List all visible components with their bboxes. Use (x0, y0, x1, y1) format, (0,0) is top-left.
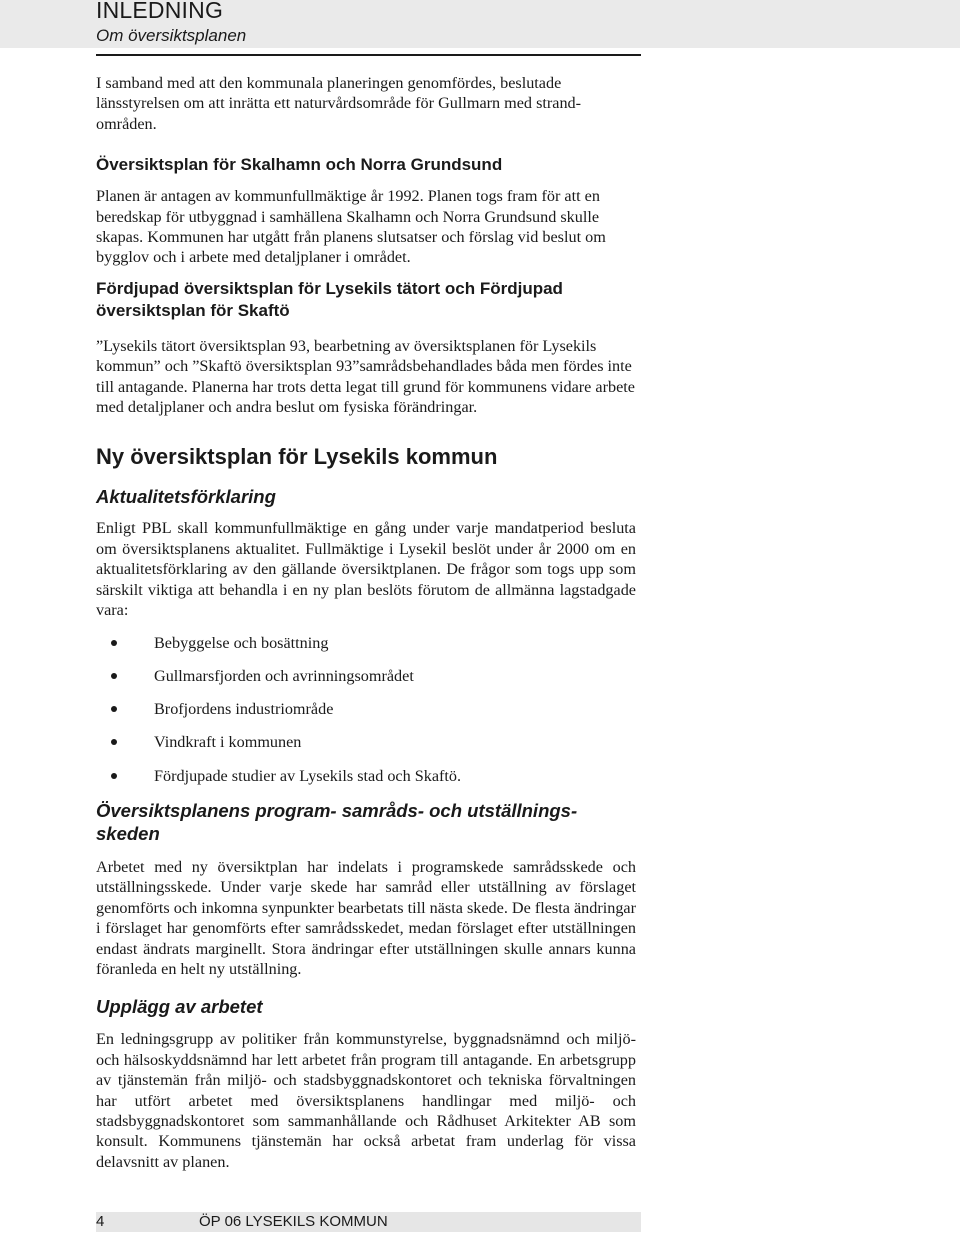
paragraph-upplagg: En ledningsgrupp av politiker från kommunstyrelse, byggnadsnämnd och miljö- och hälsoskyddsnämnd har lett arbetet från program till antagande. En arbetsgrupp av tjänstemän från miljö- och stadsbyggnadskontoret och tekniska förvaltningen har utfört arbetet med översiktsplanens handlingar med miljö- och stadsbyggnadskontoret som sammanhållande och Rådhuset Arkitekter AB som konsult. Kommunens tjänstemän har också arbetat fram underlag för vissa delavsnitt av planen. (96, 1030, 636, 1171)
header-divider (96, 54, 641, 56)
heading-skalhamn: Översiktsplan för Skalhamn och Norra Grundsund (96, 155, 503, 175)
list-item: Fördjupade studier av Lysekils stad och Skaftö. (96, 766, 636, 799)
list-item: Bebyggelse och bosättning (96, 633, 636, 666)
chapter-subtitle: Om översiktsplanen (96, 26, 247, 45)
paragraph-aktualitet: Enligt PBL skall kommunfullmäktige en gång under varje mandatperiod besluta om översiktsplanens aktualitet. Fullmäktige i Lysekil beslöt under år 2000 om en aktualitetsförklaring av den gällande översiktplanen. De frågor som togs upp som särskilt viktiga att behandla i en ny plan beslöts förutom de allmänna lagstadgade vara: (96, 519, 636, 620)
page-number: 4 (96, 1213, 105, 1230)
bullet-icon (111, 773, 117, 779)
bullet-icon (111, 739, 117, 745)
bullet-icon (111, 673, 117, 679)
paragraph-skalhamn: Planen är antagen av kommunfullmäktige år 1992. Planen togs fram för att en beredskap för utbyggnad i samhällena Skalhamn och Norra Grundsund skulle skapas. Kommunen har utgått från planens slutsatser och förslag vid beslut om bygglov och i arbete med detaljplaner i området. (96, 187, 606, 267)
paragraph-skeden: Arbetet med ny översiktplan har indelats i programskede samrådsskede och utställningsskede. Under varje skede har samråd eller utställning av förslaget genomförts och inkomna synpunkter bearbetats till nästa skede. De flesta ändringar i förslaget har genomförts efter samrådsskedet, medan förslaget efter utställningen endast ändrats marginellt. Stora ändringar efter utställningen skulle annars kunna föranleda en helt ny utställning. (96, 857, 636, 979)
chapter-title: INLEDNING (96, 0, 224, 23)
heading-lysekil-fop: Fördjupad översiktsplan för Lysekils tätort och Fördjupad översiktsplan för Skaftö (96, 278, 563, 320)
list-item: Brofjordens industriområde (96, 699, 636, 732)
heading-upplagg: Upplägg av arbetet (96, 996, 263, 1018)
priority-list (96, 633, 636, 799)
list-item: Gullmarsfjorden och avrinningsområdet (96, 666, 636, 699)
paragraph-lysekil-fop: ”Lysekils tätort översiktsplan 93, bearbetning av översiktsplanen för Lysekils kommun” och ”Skaftö översiktsplan 93”samrådsbehandlades båda men fördes inte till antagande. Planerna har trots detta legat till grund för kommunens vidare arbete med detaljplaner och andra beslut om fysiska förändringar. (96, 336, 635, 417)
intro-paragraph: I samband med att den kommunala planeringen genomfördes, beslutade länsstyrelsen om att inrätta ett naturvårdsområde för Gullmarn med strandområden. (96, 74, 582, 133)
page-body (96, 73, 636, 1172)
footer-document-title: ÖP 06 LYSEKILS KOMMUN (199, 1213, 388, 1230)
heading-skeden: Översiktsplanens program- samråds- och utställningsskeden (96, 799, 578, 844)
list-item: Vindkraft i kommunen (96, 732, 636, 765)
heading-new-plan: Ny översiktsplan för Lysekils kommun (96, 444, 498, 470)
heading-aktualitet: Aktualitetsförklaring (96, 486, 276, 508)
bullet-icon (111, 640, 117, 646)
bullet-icon (111, 706, 117, 712)
